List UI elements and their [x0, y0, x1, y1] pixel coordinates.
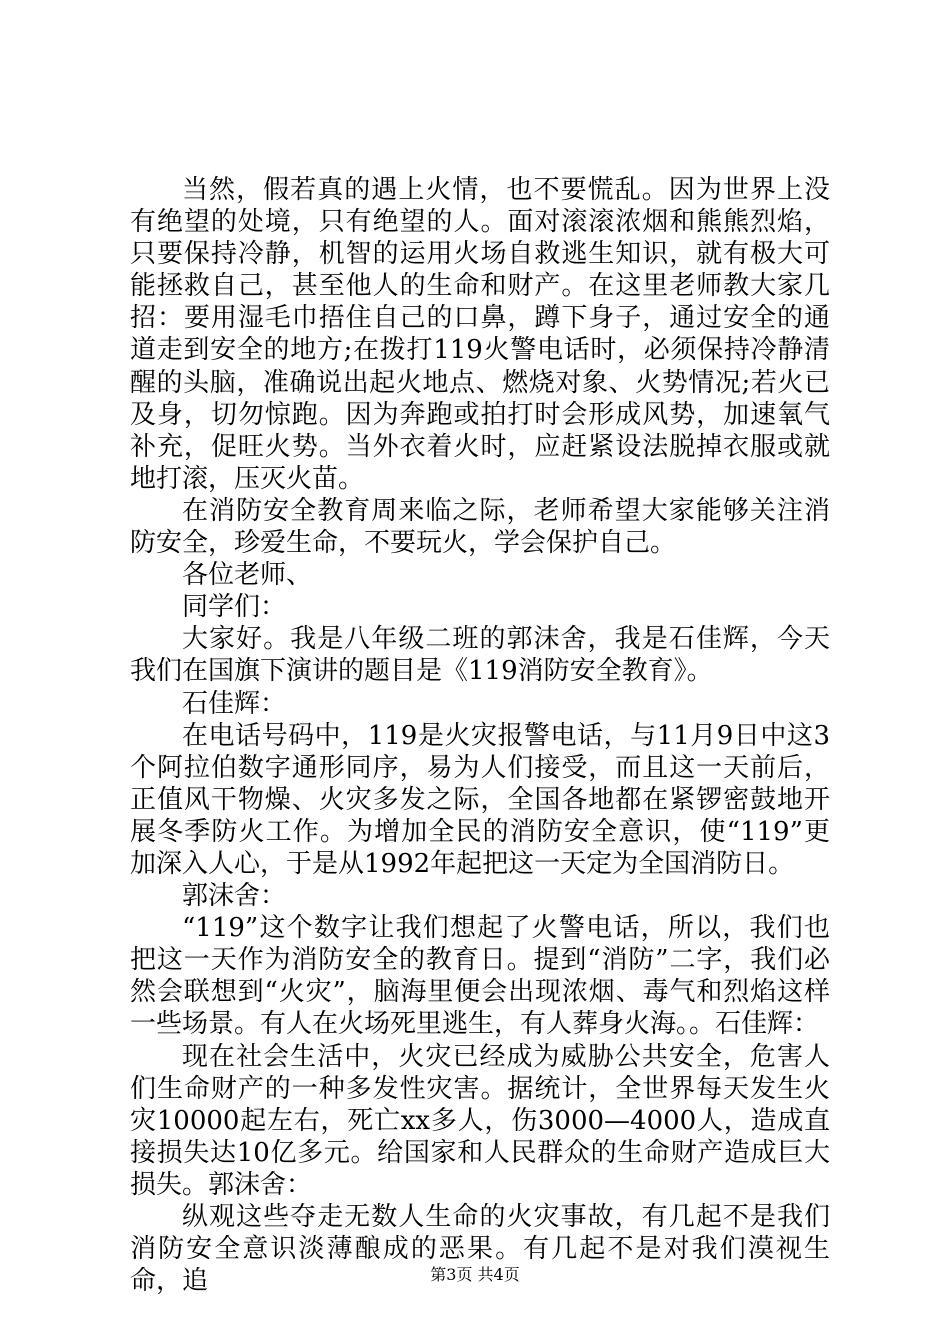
speaker-label: 郭沫舍： [182, 881, 287, 912]
paragraph: 现在社会生活中，火灾已经成为威胁公共安全，危害人们生命财产的一种多发性灾害。据统计，全世界每天发生火灾10000起左右，死亡xx多人，伤3000—4000人，造成直接损失达10亿多元。给国家和人民群众的生命财产造成巨大损失。郭沫舍： [130, 1041, 830, 1200]
document-body [130, 174, 830, 1297]
paragraph: 各位老师、 [182, 560, 313, 591]
paragraph: 当然，假若真的遇上火情，也不要慌乱。因为世界上没有绝望的处境，只有绝望的人。面对滚滚浓烟和熊熊烈焰，只要保持冷静，机智的运用火场自救逃生知识，就有极大可能拯救自己，甚至他人的生命和财产。在这里老师教大家几招：要用湿毛巾捂住自己的口鼻，蹲下身子，通过安全的通道走到安全的地方;在拨打119火警电话时，必须保持冷静清醒的头脑，准确说出起火地点、燃烧对象、火势情况;若火已及身，切勿惊跑。因为奔跑或拍打时会形成风势，加速氧气补充，促旺火势。当外衣着火时，应赶紧设法脱掉衣服或就地打滚，压灭火苗。 [130, 175, 830, 494]
page-number: 第3页 共4页 [430, 1265, 520, 1284]
paragraph: “119”这个数字让我们想起了火警电话，所以，我们也把这一天作为消防安全的教育日。提到“消防”二字，我们必然会联想到“火灾”，脑海里便会出现浓烟、毒气和烈焰这样一些场景。有人在火场死里逃生，有人葬身火海。。石佳辉： [130, 913, 830, 1040]
paragraph: 大家好。我是八年级二班的郭沫舍，我是石佳辉，今天我们在国旗下演讲的题目是《119消防安全教育》。 [130, 624, 830, 687]
paragraph: 同学们： [182, 592, 287, 623]
page-footer [0, 1265, 950, 1285]
paragraph: 在电话号码中，119是火灾报警电话，与11月9日中这3个阿拉伯数字通形同序，易为人们接受，而且这一天前后，正值风干物燥、火灾多发之际，全国各地都在紧锣密鼓地开展冬季防火工作。为增加全民的消防安全意识，使“119”更加深入人心，于是从1992年起把这一天定为全国消防日。 [130, 720, 830, 879]
paragraph: 纵观这些夺走无数人生命的火灾事故，有几起不是我们消防安全意识淡薄酿成的恶果。有几起不是对我们漠视生命，追 [130, 1202, 830, 1297]
speaker-label: 石佳辉： [182, 688, 287, 719]
paragraph: 在消防安全教育周来临之际，老师希望大家能够关注消防安全，珍爱生命，不要玩火，学会保护自己。 [130, 495, 830, 559]
